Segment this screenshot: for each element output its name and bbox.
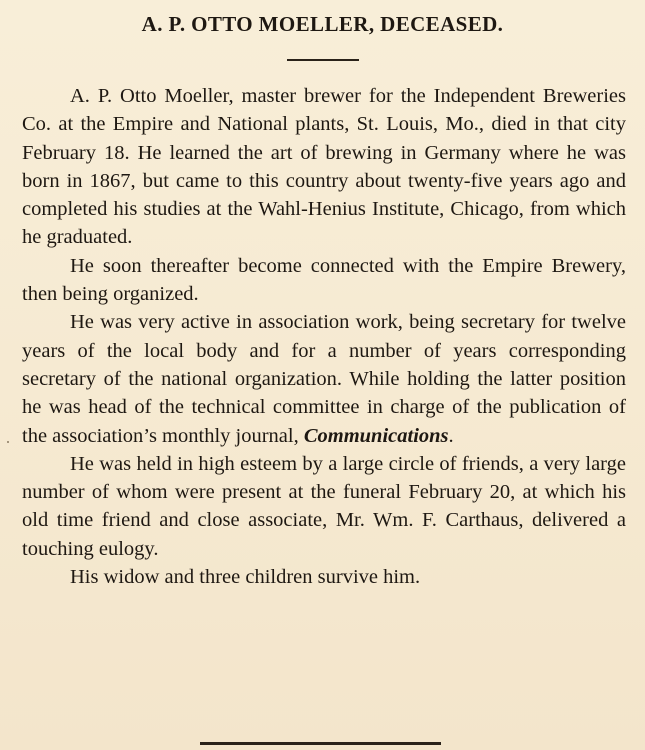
headline-divider [287,59,359,61]
paragraph-5-text: His widow and three children survive him. [70,566,421,589]
article-headline: A. P. OTTO MOELLER, DECEASED. [141,12,504,36]
paragraph-1-text: A. P. Otto Moeller, master brewer for the Independent Breweries Co. at the Empire and National plants, St. Louis, Mo., died in that city February 18. He learned the art of brewing in Germany where he was born in 1867, but came to this country about twenty-five years ago and completed his studies at the Wahl-Henius Institute, Chicago, from which he graduated. [22,85,626,249]
paragraph-3-end: . [448,424,454,447]
paragraph-3 [22,308,626,449]
print-speck [7,441,9,443]
paragraph-4-text: He was held in high esteem by a large circle of friends, a very large number of whom were present at the funeral February 20, at which his old time friend and close associate, Mr. Wm. F. Carthaus, delivered a touching eulogy. [22,452,626,560]
paragraph-1 [22,82,626,252]
paragraph-2-text: He soon thereafter become connected with the Empire Brewery, then being organized. [22,254,626,306]
paragraph-4 [22,450,626,563]
journal-title: Communications [303,424,449,447]
paragraph-5 [22,563,626,591]
paragraph-3-text: He was very active in association work, being secretary for twelve years of the local body and for a number of years corresponding secretary of the national organization. While holding the latter position he was head of the technical committee in charge of the publication of the association’s monthly journal, [22,311,626,447]
paragraph-2 [22,252,626,309]
closing-divider [200,742,441,745]
article-body [22,82,626,591]
